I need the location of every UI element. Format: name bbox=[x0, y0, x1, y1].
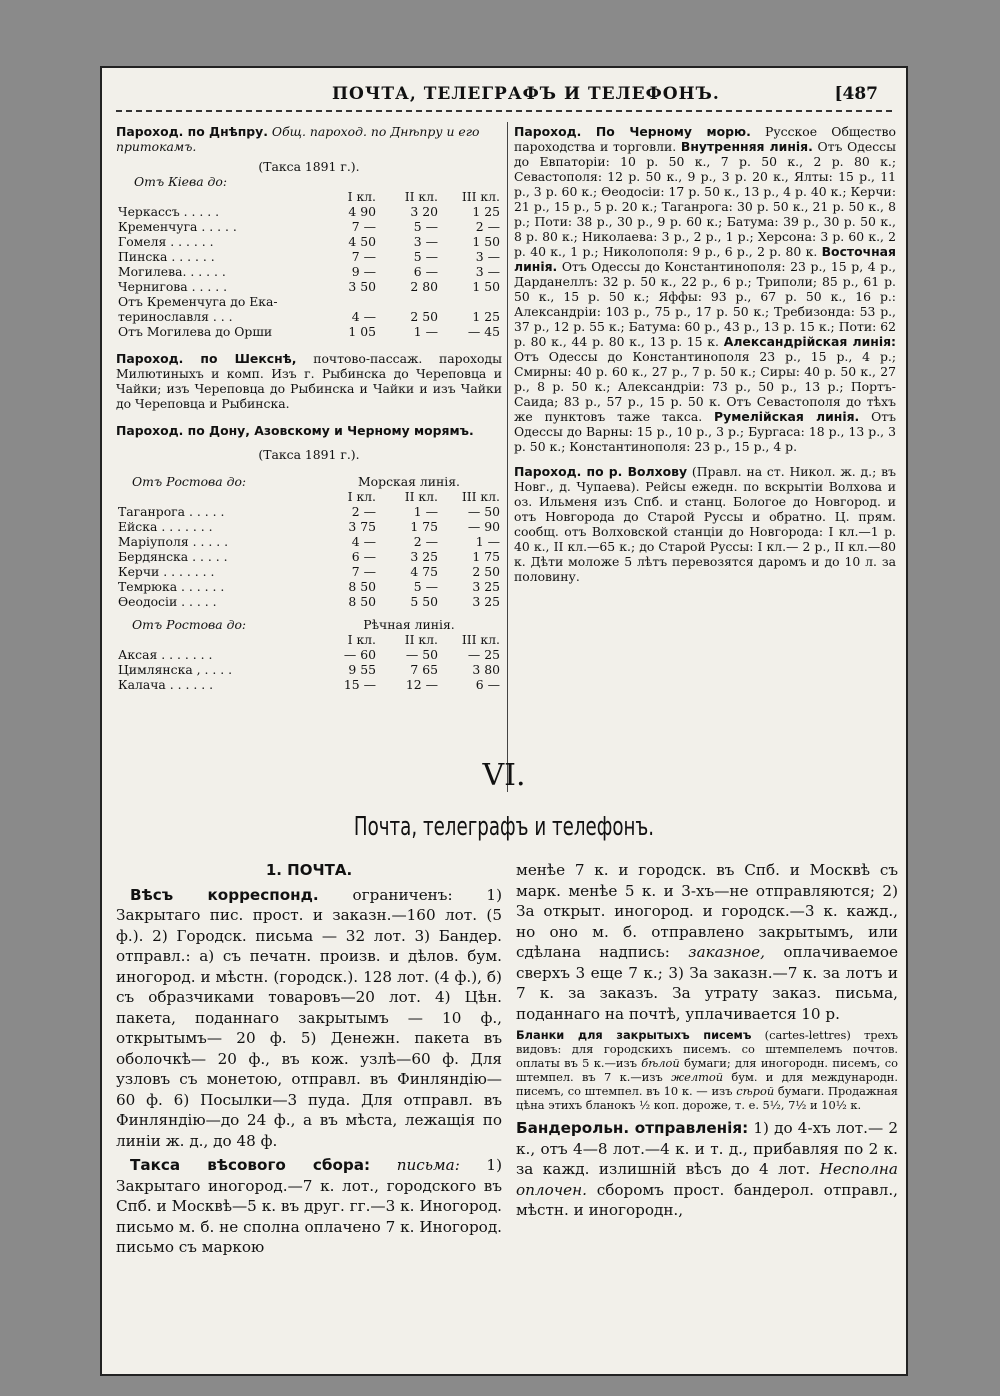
don-heading: Пароход. по Дону, Азовскому и Черному морямъ. bbox=[116, 423, 474, 438]
table-row: Черкассъ . . . . . 4 90 3 20 1 25 bbox=[118, 204, 500, 219]
table-row: Ѳеодосіи . . . . . 8 50 5 50 3 25 bbox=[118, 594, 500, 609]
table-row: Аксая . . . . . . . — 60 — 50 — 25 bbox=[118, 647, 500, 662]
volkhov-paragraph: Пароход. по р. Волхову (Правл. на ст. Никол. ж. д.; въ Новг., д. Чупаева). Рейсы ежедн. по вскрытіи Волхова и оз. Ильменя изъ Спб. и станц. Бологое до Новгород. и отъ Новгорода до Старой Руссы и обратно. Ц. прям. сообщ. отъ Волховской станціи до Новгорода: I кл.—1 р. 40 к., II кл.—65 к.; до Старой Руссы: I кл.— 2 р., II кл.—80 к. Дѣти моложе 5 лѣтъ перевозятся даромъ и до 10 л. за половину. bbox=[514, 464, 896, 584]
dnepr-table: I кл. II кл. III кл. Черкассъ . . . . . 4 90 3 20 1 25 Кременчуга . . . . . 7 — 5 — 2 — Гомеля . . . . . . 4 50 3 — 1 50 Пинска . . . . . . 7 — 5 — 3 — Могилева. . . . . . 9 — 6 — 3 — Чернигова . . . . . 3 50 2 80 1 50 Отъ Кременчуга до Ека- теринославля . . . 4 — 2 50 1 25 Отъ Могилева до Орши 1 05 1 — — 45 bbox=[118, 189, 500, 339]
post-weight-paragraph: Вѣсъ корреспонд. ограниченъ: 1) Закрытаго пис. прост. и заказн.—160 лот. (5 ф.). 2) Городск. письма — 32 лот. 3) Бандер. отправл.: а) съ печатн. произв. и дѣлов. бум. иногород. и мѣстн. (городск.). 128 лот. (4 ф.), б) съ образчиками товаровъ—20 лот. 4) Цѣн. пакета, поданнаго закрытымъ — 10 ф., открытымъ— 20 ф. 5) Денежн. пакета въ оболочкѣ— 20 ф., въ кож. узлѣ—60 ф. Для узловъ съ монетою, отправл. въ Финляндію— 60 ф. 6) Посылки—3 пуда. Для отправл. въ Финляндію—до 24 ф., а въ мѣста, лежащія по линіи ж. д., до 48 ф. bbox=[116, 885, 502, 1150]
running-header bbox=[102, 84, 906, 108]
section-number: VI. bbox=[482, 758, 526, 793]
don-river-table: Отъ Ростова до: Рѣчная линія. I кл. II кл. III кл. Аксая . . . . . . . — 60 — 50 — 25 Цимлянска , . . . . 9 55 7 65 3 80 Калача . . . . . . 15 — 12 — 6 — bbox=[118, 617, 500, 692]
table-row: Керчи . . . . . . . 7 — 4 75 2 50 bbox=[118, 564, 500, 579]
dnepr-tax: (Такса 1891 г.). bbox=[258, 159, 360, 174]
post-right-column bbox=[516, 860, 898, 1221]
left-column bbox=[116, 124, 502, 692]
running-title: ПОЧТА, ТЕЛЕГРАФЪ И ТЕЛЕФОНЪ. bbox=[332, 84, 720, 104]
dnepr-heading: Пароход. по Днѣпру. Общ. пароход. по Днѣпру и его притокамъ. bbox=[116, 124, 480, 154]
header-rule bbox=[116, 110, 892, 118]
blanks-paragraph: Бланки для закрытыхъ писемъ (cartes-lettres) трехъ видовъ: для городскихъ писемъ. со штемпелемъ почтов. оплаты въ 5 к.—изъ бѣлой бумаги; для иногородн. писемъ, со штемпел. въ 7 к.—изъ желтой бум. и для международн. писемъ, со штемпел. въ 10 к. — изъ сѣрой бумаги. Продажная цѣна этихъ бланокъ ½ коп. дороже, т. е. 5½, 7½ и 10½ к. bbox=[516, 1028, 899, 1112]
table-row: Темрюка . . . . . . 8 50 5 — 3 25 bbox=[118, 579, 500, 594]
banderole-paragraph: Бандерольн. отправленія: 1) до 4-хъ лот.— 2 к., отъ 4—8 лот.—4 к. и т. д., прибавляя по 2 к. за кажд. излишній вѣсъ до 4 лот. Несполна оплочен. сборомъ прост. бандерол. отправл., мѣстн. и иногородн., bbox=[516, 1119, 899, 1219]
table-row: Пинска . . . . . . 7 — 5 — 3 — bbox=[118, 249, 500, 264]
table-row: Таганрога . . . . . 2 — 1 — — 50 bbox=[118, 504, 500, 519]
don-tax: (Такса 1891 г.). bbox=[258, 447, 360, 462]
don-sea-table: Отъ Ростова до: Морская линія. I кл. II кл. III кл. Таганрога . . . . . 2 — 1 — — 50 Ейска . . . . . . . 3 75 1 75 — 90 Маріуполя . . . . . 4 — 2 — 1 — Бердянска . . . . . 6 — 3 25 1 75 Керчи . . . . . . . 7 — 4 75 2 50 Темрюка . . . . . . 8 50 5 — 3 25 Ѳеодосіи . . . . . 8 50 5 50 3 25 bbox=[118, 474, 500, 609]
table-row: Отъ Кременчуга до Ека- bbox=[118, 294, 278, 309]
page-sheet bbox=[100, 66, 908, 1376]
table-row: Калача . . . . . . 15 — 12 — 6 — bbox=[118, 677, 500, 692]
table-row: Ейска . . . . . . . 3 75 1 75 — 90 bbox=[118, 519, 500, 534]
table-row: Отъ Могилева до Орши 1 05 1 — — 45 bbox=[118, 324, 500, 339]
table-row: Могилева. . . . . . 9 — 6 — 3 — bbox=[118, 264, 500, 279]
table-row: Бердянска . . . . . 6 — 3 25 1 75 bbox=[118, 549, 500, 564]
table-row: теринославля . . . 4 — 2 50 1 25 bbox=[118, 309, 500, 324]
dnepr-from: Отъ Кіева до: bbox=[134, 174, 228, 189]
table-row: Кременчуга . . . . . 7 — 5 — 2 — bbox=[118, 219, 500, 234]
post-tariff-paragraph: Такса вѣсового сбора: письма: 1) Закрытаго иногород.—7 к. лот., городского въ Спб. и Москвѣ—5 к. въ друг. гг.—3 к. Иногород. письмо м. б. не сполна оплачено 7 к. Иногород. письмо съ маркою bbox=[116, 1156, 503, 1256]
post-continued-paragraph: менѣе 7 к. и городск. въ Спб. и Москвѣ съ марк. менѣе 5 к. и 3-хъ—не отправляются; 2) За открыт. иногород. и городск.—3 к. кажд., но оно м. б. отправлено закрытымъ, или сдѣлана надпись: заказное, оплачиваемое сверхъ 3 еще 7 к.; 3) За заказн.—7 к. за лотъ и 7 к. за заказъ. За утрату заказ. письма, поданнаго на почтѣ, уплачивается 10 р. bbox=[516, 861, 899, 1023]
table-row: Цимлянска , . . . . 9 55 7 65 3 80 bbox=[118, 662, 500, 677]
sheksna-paragraph: Пароход. по Шекснѣ, почтово-пассаж. пароходы Милютиныхъ и комп. Изъ г. Рыбинска до Череповца и Чайки; изъ Череповца до Рыбинска и Чайки и изъ Чайки до Череповца и Рыбинска. bbox=[116, 351, 502, 411]
post-heading: 1. ПОЧТА. bbox=[265, 861, 353, 879]
right-column bbox=[514, 124, 896, 584]
page-number: [487 bbox=[834, 84, 878, 104]
black-sea-paragraph: Пароход. По Черному морю. Русское Общество пароходства и торговли. Внутренняя линія. Отъ Одессы до Евпаторіи: 10 р. 50 к., 7 р. 50 к., 2 р. 80 к.; Севастополя: 12 р. 50 к., 9 р., 3 р. 20 к., Ялты: 15 р., 11 р., 3 р. 60 к.; Ѳеодосіи: 17 р. 50 к., 13 р., 4 р. 40 к.; Керчи: 21 р., 15 р., 5 р. 20 к.; Таганрога: 30 р. 50 к., 21 р. 50 к., 8 р.; Поти: 38 р., 30 р., 9 р. 60 к.; Батума: 39 р., 30 р. 50 к., 8 р. 80 к.; Николаева: 3 р., 2 р., 1 р.; Херсона: 3 р. 60 к., 2 р. 40 к., 1 р.; Николополя: 9 р., 6 р., 2 р. 80 к. Восточная линія. Отъ Одессы до Константинополя: 23 р., 15 р, 4 р., Дарданеллъ: 32 р. 50 к., 22 р., 6 р.; Триполи; 85 р., 61 р. 50 к., 15 р. 50 к.; Яффы: 93 р., 67 р. 50 к., 16 р.: Александріи: 103 р., 75 р., 17 р. 50 к.; Требизонда: 53 р., 37 р., 12 р. 55 к.; Батума: 60 р., 43 р., 13 р. 15 к.; Поти: 62 р. 80 к., 44 р. 80 к., 13 р. 15 к. Александрійская линія: Отъ Одессы до Константинополя 23 р., 15 р., 4 р.; Смирны: 40 р. 60 к., 27 р., 7 р. 50 к.; Сиры: 40 р. 50 к., 27 р., 8 р. 50 к.; Александріи: 73 р., 50 р., 13 р.; Портъ-Саида; 83 р., 57 р., 15 р. 50 к. Отъ Севастополя до тѣхъ же пунктовъ таже такса. Румелійская линія. Отъ Одессы до Варны: 15 р., 10 р., 3 р.; Бургаса: 18 р., 13 р., 3 р. 50 к.; Константинополя: 23 р., 15 р., 4 р. bbox=[514, 124, 896, 454]
table-row: Маріуполя . . . . . 4 — 2 — 1 — bbox=[118, 534, 500, 549]
column-rule bbox=[507, 122, 508, 792]
section-title: Почта, телеграфъ и телефонъ. bbox=[353, 812, 655, 842]
post-left-column bbox=[116, 860, 502, 1258]
table-row: Чернигова . . . . . 3 50 2 80 1 50 bbox=[118, 279, 500, 294]
table-row: Гомеля . . . . . . 4 50 3 — 1 50 bbox=[118, 234, 500, 249]
